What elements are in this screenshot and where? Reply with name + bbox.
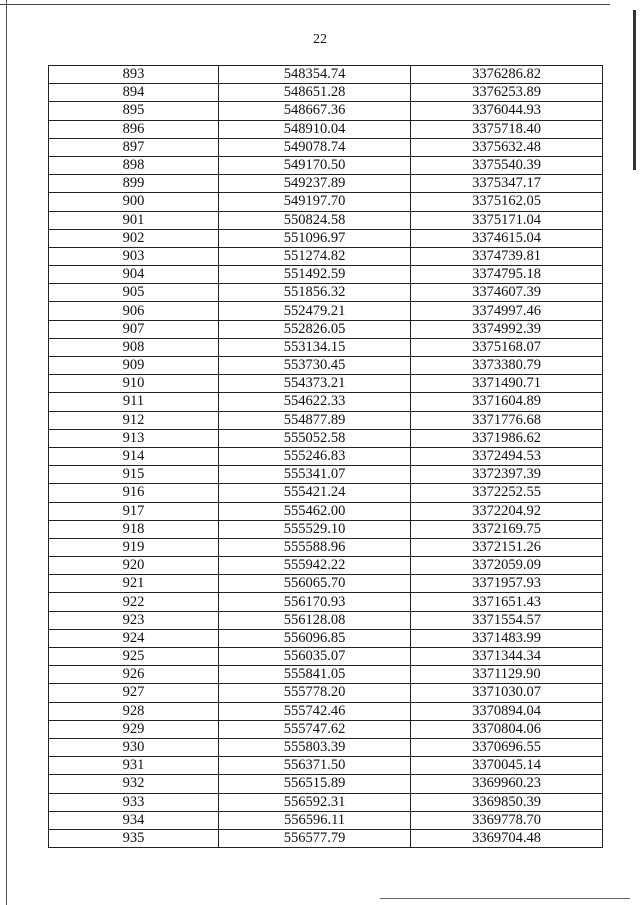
y-coordinate-cell: 3376253.89 [411, 84, 603, 102]
table-row [49, 320, 603, 338]
x-coordinate-cell: 548910.04 [219, 120, 411, 138]
table-row [49, 138, 603, 156]
table-row [49, 557, 603, 575]
table-row [49, 775, 603, 793]
y-coordinate-cell: 3375171.04 [411, 211, 603, 229]
x-coordinate-cell: 556371.50 [219, 757, 411, 775]
point-number-cell: 920 [49, 557, 219, 575]
y-coordinate-cell: 3374615.04 [411, 229, 603, 247]
table-row [49, 666, 603, 684]
point-number-cell: 922 [49, 593, 219, 611]
x-coordinate-cell: 554373.21 [219, 375, 411, 393]
y-coordinate-cell: 3374607.39 [411, 284, 603, 302]
point-number-cell: 912 [49, 411, 219, 429]
x-coordinate-cell: 554877.89 [219, 411, 411, 429]
point-number-cell: 924 [49, 629, 219, 647]
point-number-cell: 905 [49, 284, 219, 302]
table-row [49, 393, 603, 411]
y-coordinate-cell: 3371490.71 [411, 375, 603, 393]
point-number-cell: 929 [49, 720, 219, 738]
x-coordinate-cell: 550824.58 [219, 211, 411, 229]
y-coordinate-cell: 3374992.39 [411, 320, 603, 338]
y-coordinate-cell: 3371651.43 [411, 593, 603, 611]
point-number-cell: 917 [49, 502, 219, 520]
y-coordinate-cell: 3371344.34 [411, 648, 603, 666]
point-number-cell: 916 [49, 484, 219, 502]
y-coordinate-cell: 3372397.39 [411, 466, 603, 484]
y-coordinate-cell: 3369704.48 [411, 829, 603, 847]
y-coordinate-cell: 3370894.04 [411, 702, 603, 720]
x-coordinate-cell: 548651.28 [219, 84, 411, 102]
y-coordinate-cell: 3371604.89 [411, 393, 603, 411]
y-coordinate-cell: 3375718.40 [411, 120, 603, 138]
y-coordinate-cell: 3374795.18 [411, 266, 603, 284]
point-number-cell: 896 [49, 120, 219, 138]
x-coordinate-cell: 549170.50 [219, 156, 411, 174]
y-coordinate-cell: 3372494.53 [411, 447, 603, 465]
x-coordinate-cell: 555747.62 [219, 720, 411, 738]
point-number-cell: 900 [49, 193, 219, 211]
x-coordinate-cell: 551856.32 [219, 284, 411, 302]
point-number-cell: 910 [49, 375, 219, 393]
y-coordinate-cell: 3371776.68 [411, 411, 603, 429]
table-row [49, 66, 603, 84]
table-row [49, 302, 603, 320]
table-row [49, 175, 603, 193]
point-number-cell: 928 [49, 702, 219, 720]
table-row [49, 738, 603, 756]
point-number-cell: 898 [49, 156, 219, 174]
page-edge-bottom [380, 898, 630, 899]
x-coordinate-cell: 554622.33 [219, 393, 411, 411]
x-coordinate-cell: 556065.70 [219, 575, 411, 593]
table-row [49, 266, 603, 284]
table-row [49, 793, 603, 811]
point-number-cell: 925 [49, 648, 219, 666]
x-coordinate-cell: 556096.85 [219, 629, 411, 647]
point-number-cell: 921 [49, 575, 219, 593]
page-edge-left [6, 0, 7, 905]
x-coordinate-cell: 551274.82 [219, 247, 411, 265]
page-edge-top [0, 4, 610, 5]
x-coordinate-cell: 555588.96 [219, 538, 411, 556]
x-coordinate-cell: 555529.10 [219, 520, 411, 538]
point-number-cell: 895 [49, 102, 219, 120]
x-coordinate-cell: 553730.45 [219, 357, 411, 375]
y-coordinate-cell: 3371129.90 [411, 666, 603, 684]
x-coordinate-cell: 552479.21 [219, 302, 411, 320]
point-number-cell: 911 [49, 393, 219, 411]
point-number-cell: 934 [49, 811, 219, 829]
y-coordinate-cell: 3375168.07 [411, 338, 603, 356]
table-row [49, 502, 603, 520]
point-number-cell: 932 [49, 775, 219, 793]
table-row [49, 84, 603, 102]
x-coordinate-cell: 556128.08 [219, 611, 411, 629]
coordinates-table [48, 65, 603, 848]
y-coordinate-cell: 3370804.06 [411, 720, 603, 738]
x-coordinate-cell: 555942.22 [219, 557, 411, 575]
point-number-cell: 923 [49, 611, 219, 629]
y-coordinate-cell: 3374997.46 [411, 302, 603, 320]
point-number-cell: 919 [49, 538, 219, 556]
y-coordinate-cell: 3376044.93 [411, 102, 603, 120]
point-number-cell: 894 [49, 84, 219, 102]
y-coordinate-cell: 3375162.05 [411, 193, 603, 211]
table-row [49, 120, 603, 138]
x-coordinate-cell: 555462.00 [219, 502, 411, 520]
table-row [49, 447, 603, 465]
y-coordinate-cell: 3370045.14 [411, 757, 603, 775]
point-number-cell: 927 [49, 684, 219, 702]
table-row [49, 211, 603, 229]
x-coordinate-cell: 556592.31 [219, 793, 411, 811]
point-number-cell: 897 [49, 138, 219, 156]
x-coordinate-cell: 549237.89 [219, 175, 411, 193]
table-row [49, 702, 603, 720]
point-number-cell: 913 [49, 429, 219, 447]
table-row [49, 229, 603, 247]
point-number-cell: 918 [49, 520, 219, 538]
table-row [49, 593, 603, 611]
point-number-cell: 931 [49, 757, 219, 775]
y-coordinate-cell: 3371554.57 [411, 611, 603, 629]
y-coordinate-cell: 3372252.55 [411, 484, 603, 502]
point-number-cell: 914 [49, 447, 219, 465]
table-row [49, 811, 603, 829]
x-coordinate-cell: 555341.07 [219, 466, 411, 484]
x-coordinate-cell: 553134.15 [219, 338, 411, 356]
table-row [49, 684, 603, 702]
point-number-cell: 902 [49, 229, 219, 247]
table-row [49, 338, 603, 356]
x-coordinate-cell: 551096.97 [219, 229, 411, 247]
x-coordinate-cell: 556577.79 [219, 829, 411, 847]
y-coordinate-cell: 3369960.23 [411, 775, 603, 793]
x-coordinate-cell: 555742.46 [219, 702, 411, 720]
x-coordinate-cell: 549197.70 [219, 193, 411, 211]
y-coordinate-cell: 3372169.75 [411, 520, 603, 538]
point-number-cell: 933 [49, 793, 219, 811]
x-coordinate-cell: 552826.05 [219, 320, 411, 338]
point-number-cell: 904 [49, 266, 219, 284]
x-coordinate-cell: 555246.83 [219, 447, 411, 465]
point-number-cell: 935 [49, 829, 219, 847]
table-row [49, 484, 603, 502]
y-coordinate-cell: 3372204.92 [411, 502, 603, 520]
x-coordinate-cell: 551492.59 [219, 266, 411, 284]
x-coordinate-cell: 555841.05 [219, 666, 411, 684]
y-coordinate-cell: 3371957.93 [411, 575, 603, 593]
point-number-cell: 907 [49, 320, 219, 338]
y-coordinate-cell: 3374739.81 [411, 247, 603, 265]
point-number-cell: 899 [49, 175, 219, 193]
table-row [49, 629, 603, 647]
table-row [49, 375, 603, 393]
y-coordinate-cell: 3376286.82 [411, 66, 603, 84]
y-coordinate-cell: 3375540.39 [411, 156, 603, 174]
table-row [49, 720, 603, 738]
x-coordinate-cell: 549078.74 [219, 138, 411, 156]
y-coordinate-cell: 3371030.07 [411, 684, 603, 702]
y-coordinate-cell: 3373380.79 [411, 357, 603, 375]
point-number-cell: 901 [49, 211, 219, 229]
x-coordinate-cell: 556170.93 [219, 593, 411, 611]
table-row [49, 538, 603, 556]
x-coordinate-cell: 556515.89 [219, 775, 411, 793]
point-number-cell: 908 [49, 338, 219, 356]
table-row [49, 466, 603, 484]
table-row [49, 193, 603, 211]
table-row [49, 611, 603, 629]
x-coordinate-cell: 548667.36 [219, 102, 411, 120]
table-row [49, 429, 603, 447]
y-coordinate-cell: 3371483.99 [411, 629, 603, 647]
point-number-cell: 903 [49, 247, 219, 265]
table-row [49, 156, 603, 174]
table-row [49, 411, 603, 429]
y-coordinate-cell: 3370696.55 [411, 738, 603, 756]
x-coordinate-cell: 555803.39 [219, 738, 411, 756]
x-coordinate-cell: 556596.11 [219, 811, 411, 829]
table-row [49, 284, 603, 302]
y-coordinate-cell: 3372151.26 [411, 538, 603, 556]
table-row [49, 357, 603, 375]
point-number-cell: 915 [49, 466, 219, 484]
x-coordinate-cell: 548354.74 [219, 66, 411, 84]
x-coordinate-cell: 555778.20 [219, 684, 411, 702]
table-row [49, 829, 603, 847]
x-coordinate-cell: 555421.24 [219, 484, 411, 502]
table-row [49, 648, 603, 666]
y-coordinate-cell: 3375632.48 [411, 138, 603, 156]
x-coordinate-cell: 556035.07 [219, 648, 411, 666]
y-coordinate-cell: 3371986.62 [411, 429, 603, 447]
page-number: 22 [313, 32, 327, 47]
y-coordinate-cell: 3372059.09 [411, 557, 603, 575]
table-row [49, 247, 603, 265]
y-coordinate-cell: 3369778.70 [411, 811, 603, 829]
point-number-cell: 930 [49, 738, 219, 756]
y-coordinate-cell: 3369850.39 [411, 793, 603, 811]
coordinates-table-body [49, 66, 603, 848]
table-row [49, 757, 603, 775]
table-row [49, 575, 603, 593]
point-number-cell: 926 [49, 666, 219, 684]
x-coordinate-cell: 555052.58 [219, 429, 411, 447]
y-coordinate-cell: 3375347.17 [411, 175, 603, 193]
point-number-cell: 893 [49, 66, 219, 84]
table-row [49, 520, 603, 538]
table-row [49, 102, 603, 120]
point-number-cell: 909 [49, 357, 219, 375]
point-number-cell: 906 [49, 302, 219, 320]
